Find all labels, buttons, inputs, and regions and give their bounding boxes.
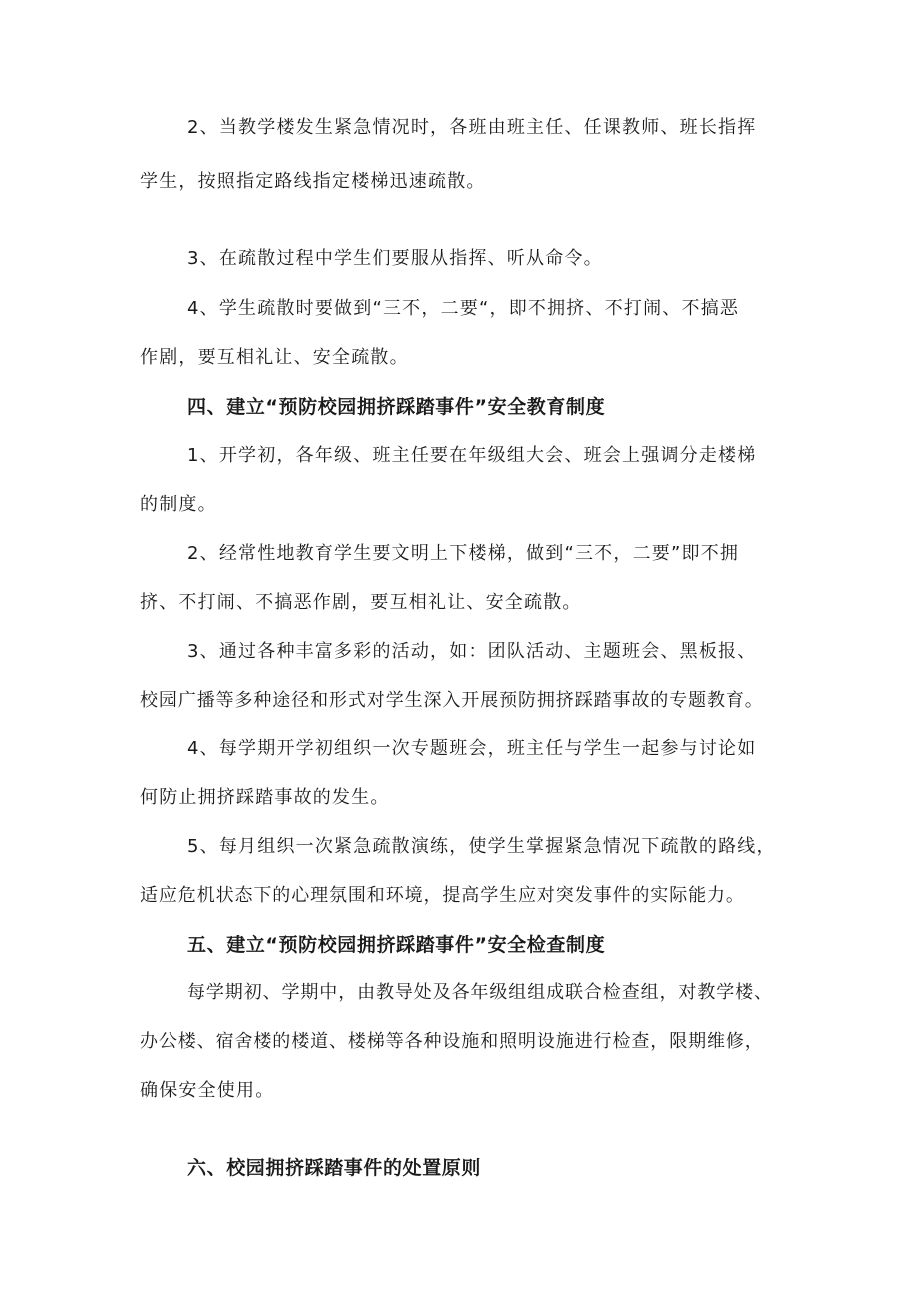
text-line: 适应危机状态下的心理氛围和环境，提高学生应对突发事件的实际能力。 — [140, 885, 745, 906]
text-line: 校园广播等多种途径和形式对学生深入开展预防拥挤踩踏事故的专题教育。 — [140, 690, 764, 711]
text-line: 4、学生疏散时要做到“三不，二要“，即不拥挤、不打闹、不搞恶 — [187, 298, 740, 319]
text-line: 3、通过各种丰富多彩的活动，如：团队活动、主题班会、黑板报、 — [187, 641, 757, 662]
text-line: 每学期初、学期中，由教导处及各年级组组成联合检查组，对教学楼、 — [187, 982, 773, 1003]
text-line: 作剧，要互相礼让、安全疏散。 — [140, 347, 409, 368]
text-line: 确保安全使用。 — [140, 1080, 275, 1101]
text-line: 何防止拥挤踩踏事故的发生。 — [140, 787, 390, 808]
text-line: 5、每月组织一次紧急疏散演练，使学生掌握紧急情况下疏散的路线， — [187, 836, 776, 857]
text-line: 的制度。 — [140, 494, 217, 515]
text-line: 4、每学期开学初组织一次专题班会，班主任与学生一起参与讨论如 — [187, 738, 757, 759]
text-line: 学生，按照指定路线指定楼梯迅速疏散。 — [140, 171, 486, 192]
text-line: 1、开学初，各年级、班主任要在年级组大会、班会上强调分走楼梯 — [187, 445, 757, 466]
text-line: 2、当教学楼发生紧急情况时，各班由班主任、任课教师、班长指挥 — [187, 117, 757, 138]
text-line: 2、经常性地教育学生要文明上下楼梯，做到“三不，二要”即不拥 — [187, 543, 740, 564]
text-line: 办公楼、宿舍楼的楼道、楼梯等各种设施和照明设施进行检查，限期维修， — [140, 1031, 764, 1052]
section-heading: 六、校园拥挤踩踏事件的处置原则 — [187, 1157, 482, 1179]
section-heading: 四、建立“预防校园拥挤踩踏事件”安全教育制度 — [187, 396, 606, 418]
text-line: 挤、不打闹、不搞恶作剧，要互相礼让、安全疏散。 — [140, 592, 582, 613]
section-heading: 五、建立“预防校园拥挤踩踏事件”安全检查制度 — [187, 934, 606, 956]
text-line: 3、在疏散过程中学生们要服从指挥、听从命令。 — [187, 248, 603, 269]
